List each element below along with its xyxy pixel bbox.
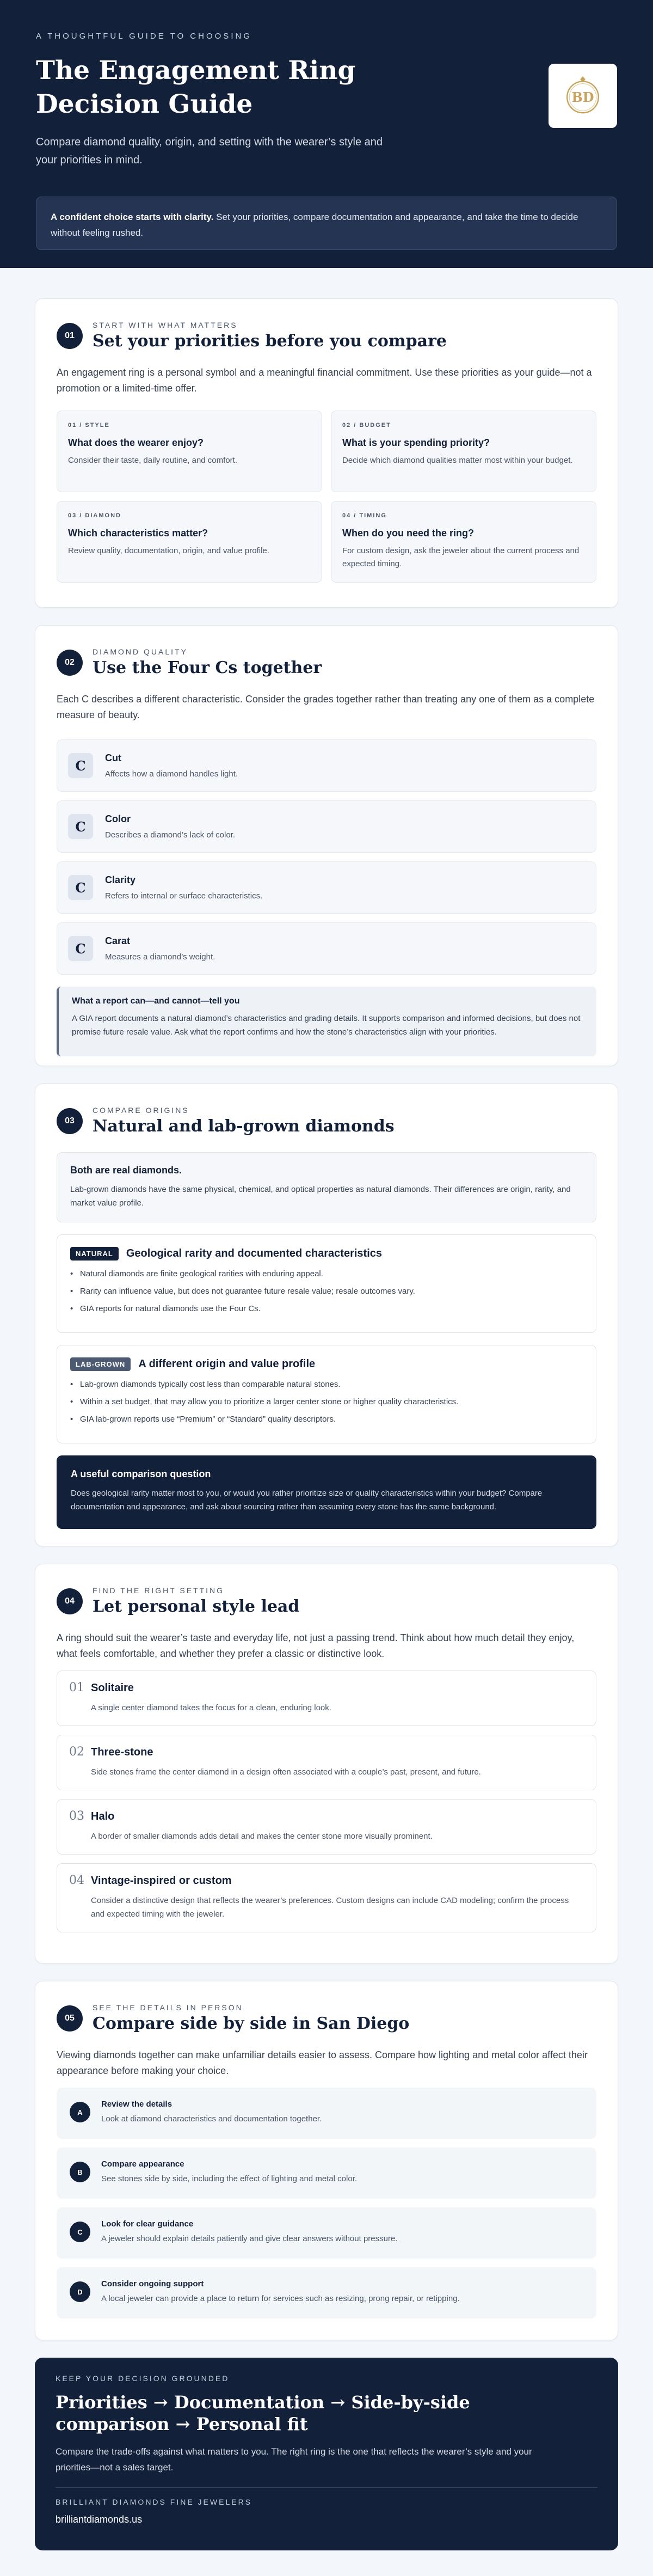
hero-callout <box>36 197 617 250</box>
style-name: Vintage-inspired or custom <box>91 1875 232 1887</box>
section-intro: An engagement ring is a personal symbol and a meaningful financial commitment. Use these priorities as your guide—not a promotion or a limited-time offer. <box>57 367 592 394</box>
section-kicker: SEE THE DETAILS IN PERSON <box>93 2003 243 2012</box>
list-item: • GIA lab-grown reports use “Premium” or “Standard” quality descriptors. <box>70 1414 583 1425</box>
step-letter: C <box>70 2222 90 2242</box>
style-number: 02 <box>69 1745 84 1759</box>
real-title: Both are real diamonds. <box>70 1165 182 1176</box>
section-priorities <box>35 298 618 608</box>
hero-eyebrow: A THOUGHTFUL GUIDE TO CHOOSING <box>36 32 252 41</box>
section-kicker: START WITH WHAT MATTERS <box>93 321 238 329</box>
style-number: 04 <box>69 1874 84 1887</box>
style-desc: Side stones frame the center diamond in a design often associated with a couple’s past, present, and future. <box>91 1767 481 1777</box>
section-title: Let personal style lead <box>93 1597 300 1616</box>
style-desc: Consider a distinctive design that reflects the wearer’s preferences. Custom designs can include CAD modeling; confirm the process and expected timing with the jeweler. <box>91 1896 569 1919</box>
section-kicker: DIAMOND QUALITY <box>93 647 188 656</box>
c-name: Color <box>105 813 131 824</box>
c-desc: Describes a diamond’s lack of color. <box>105 830 236 840</box>
real-diamonds-note <box>57 1152 596 1222</box>
section-four-cs <box>35 625 618 1066</box>
section-style <box>35 1564 618 1963</box>
step-desc: A jeweler should explain details patiently and give clear answers without pressure. <box>101 2234 398 2243</box>
list-item: • Rarity can influence value, but does not guarantee future resale value; resale outcomes vary. <box>70 1286 583 1298</box>
section-kicker: COMPARE ORIGINS <box>93 1106 189 1115</box>
c-name: Carat <box>105 935 131 946</box>
hero-header <box>0 0 653 268</box>
section-origins <box>35 1084 618 1546</box>
card-desc: Review quality, documentation, origin, and value profile. <box>68 546 269 555</box>
card-desc: Decide which diamond qualities matter most within your budget. <box>342 456 573 465</box>
c-desc: Affects how a diamond handles light. <box>105 769 238 779</box>
style-name: Three-stone <box>91 1746 153 1758</box>
style-name: Halo <box>91 1810 115 1822</box>
style-halo <box>57 1799 596 1855</box>
section-kicker: FIND THE RIGHT SETTING <box>93 1586 225 1595</box>
card-tag: 01 / STYLE <box>68 422 110 429</box>
card-desc: For custom design, ask the jeweler about the current process and expected timing. <box>342 546 580 568</box>
lab-grown-pill: LAB-GROWN <box>70 1357 131 1371</box>
card-question: What does the wearer enjoy? <box>68 437 204 448</box>
card-tag: 02 / BUDGET <box>342 422 391 429</box>
step-review-details <box>57 2088 596 2139</box>
comparison-body: Does geological rarity matter most to you, or would you rather prioritize size or quality characteristics within your budget? Compare documentation and appearance, and ask about sourcing rather than assuming every stone has the same background. <box>71 1489 543 1512</box>
list-item: • Within a set budget, that may allow you to prioritize a larger center stone or higher quality characteristics. <box>70 1396 583 1408</box>
step-letter: D <box>70 2281 90 2302</box>
section-title: Natural and lab-grown diamonds <box>93 1117 395 1136</box>
priority-card-style <box>57 411 322 492</box>
footer-summary <box>35 2358 618 2550</box>
footer-headline: Priorities → Documentation → Side-by-side comparison → Personal fit <box>56 2392 470 2434</box>
footer-body: Compare the trade-offs against what matters to you. The right ring is the one that reflects the wearer’s style and your priorities—not a sales target. <box>56 2446 532 2473</box>
lab-grown-title: A different origin and value profile <box>138 1358 316 1370</box>
lab-grown-card <box>57 1345 596 1443</box>
callout-text: Set your priorities, compare documentation and appearance, and take the time to decide without feeling rushed. <box>51 212 578 238</box>
c-name: Clarity <box>105 874 136 885</box>
c-badge: C <box>68 936 93 961</box>
four-c-color <box>57 800 596 853</box>
footer-divider <box>56 2487 597 2488</box>
section-intro: Each C describes a different characteristic. Consider the grades together rather than treating any one of them as a complete measure of beauty. <box>57 694 595 720</box>
list-item: • GIA reports for natural diamonds use the Four Cs. <box>70 1303 583 1315</box>
footer-brand: BRILLIANT DIAMONDS FINE JEWELERS <box>56 2498 252 2506</box>
footer-website-link[interactable]: brilliantdiamonds.us <box>56 2514 143 2525</box>
section-number: 03 <box>57 1108 83 1134</box>
list-item: • Lab-grown diamonds typically cost less than comparable natural stones. <box>70 1379 583 1391</box>
svg-text:BD: BD <box>571 89 594 106</box>
style-number: 03 <box>69 1809 84 1823</box>
section-title: Use the Four Cs together <box>93 658 322 677</box>
comparison-question-box <box>57 1455 596 1529</box>
style-number: 01 <box>69 1681 84 1694</box>
card-tag: 04 / TIMING <box>342 512 387 519</box>
style-three-stone <box>57 1735 596 1790</box>
step-letter: B <box>70 2162 90 2182</box>
four-c-clarity <box>57 861 596 914</box>
section-intro: A ring should suit the wearer’s taste and everyday life, not just a passing trend. Think about how much detail they enjoy, what feels comfortable, and whether they prefer a classic or distinctive look. <box>57 1632 575 1659</box>
callout-bold: A confident choice starts with clarity. <box>51 212 214 222</box>
report-body: A GIA report documents a natural diamond’s characteristics and grading details. It supports comparison and informed decisions, but does not promise future resale value. Ask what the report confirms and how the stone’s characteristics align with your priorities. <box>72 1014 581 1037</box>
c-name: Cut <box>105 752 121 763</box>
comparison-title: A useful comparison question <box>71 1468 211 1479</box>
natural-pill: NATURAL <box>70 1247 119 1261</box>
c-desc: Refers to internal or surface characteristics. <box>105 891 263 901</box>
card-desc: Consider their taste, daily routine, and comfort. <box>68 456 237 465</box>
c-badge: C <box>68 753 93 778</box>
page-title: The Engagement Ring Decision Guide <box>36 56 356 119</box>
priority-card-budget <box>331 411 596 492</box>
section-intro: Viewing diamonds together can make unfamiliar details easier to assess. Compare how lighting and metal color affect their appearance before making your choice. <box>57 2049 588 2076</box>
step-title: Consider ongoing support <box>101 2279 204 2289</box>
card-tag: 03 / DIAMOND <box>68 512 121 519</box>
section-number: 04 <box>57 1588 83 1614</box>
step-ongoing-support <box>57 2267 596 2318</box>
step-title: Compare appearance <box>101 2159 184 2169</box>
natural-diamond-card <box>57 1234 596 1333</box>
hero-subtitle: Compare diamond quality, origin, and setting with the wearer’s style and your priorities in mind. <box>36 136 383 166</box>
step-title: Look for clear guidance <box>101 2219 194 2229</box>
ring-logo-icon <box>561 74 605 118</box>
step-desc: Look at diamond characteristics and documentation together. <box>101 2114 322 2124</box>
c-badge: C <box>68 814 93 839</box>
report-note <box>57 987 596 1056</box>
style-name: Solitaire <box>91 1682 134 1694</box>
step-title: Review the details <box>101 2100 173 2109</box>
step-desc: See stones side by side, including the effect of lighting and metal color. <box>101 2174 358 2183</box>
card-question: What is your spending priority? <box>342 437 490 448</box>
natural-title: Geological rarity and documented characteristics <box>126 1247 383 1259</box>
style-desc: A single center diamond takes the focus for a clean, enduring look. <box>91 1703 331 1712</box>
c-desc: Measures a diamond’s weight. <box>105 952 215 962</box>
real-body: Lab-grown diamonds have the same physical, chemical, and optical properties as natural diamonds. Their differences are origin, rarity, and market value profile. <box>70 1185 571 1208</box>
step-clear-guidance <box>57 2207 596 2259</box>
step-compare-appearance <box>57 2147 596 2199</box>
section-title: Compare side by side in San Diego <box>93 2014 410 2033</box>
section-number: 05 <box>57 2005 83 2032</box>
four-c-carat <box>57 922 596 975</box>
step-desc: A local jeweler can provide a place to return for services such as resizing, prong repair, or retipping. <box>101 2294 460 2303</box>
style-desc: A border of smaller diamonds adds detail and makes the center stone more visually prominent. <box>91 1832 433 1841</box>
step-letter: A <box>70 2102 90 2122</box>
style-vintage-custom <box>57 1863 596 1932</box>
section-number: 02 <box>57 650 83 676</box>
priority-card-diamond <box>57 501 322 583</box>
report-title: What a report can—and cannot—tell you <box>72 996 240 1006</box>
footer-kicker: KEEP YOUR DECISION GROUNDED <box>56 2374 230 2383</box>
section-number: 01 <box>57 323 83 349</box>
priority-card-timing <box>331 501 596 583</box>
style-solitaire <box>57 1671 596 1726</box>
section-compare-in-person <box>35 1981 618 2340</box>
list-item: • Natural diamonds are finite geological rarities with enduring appeal. <box>70 1268 583 1280</box>
card-question: When do you need the ring? <box>342 528 474 539</box>
card-question: Which characteristics matter? <box>68 528 208 539</box>
section-title: Set your priorities before you compare <box>93 332 447 351</box>
brand-logo <box>549 64 617 128</box>
four-c-cut <box>57 739 596 792</box>
c-badge: C <box>68 875 93 900</box>
